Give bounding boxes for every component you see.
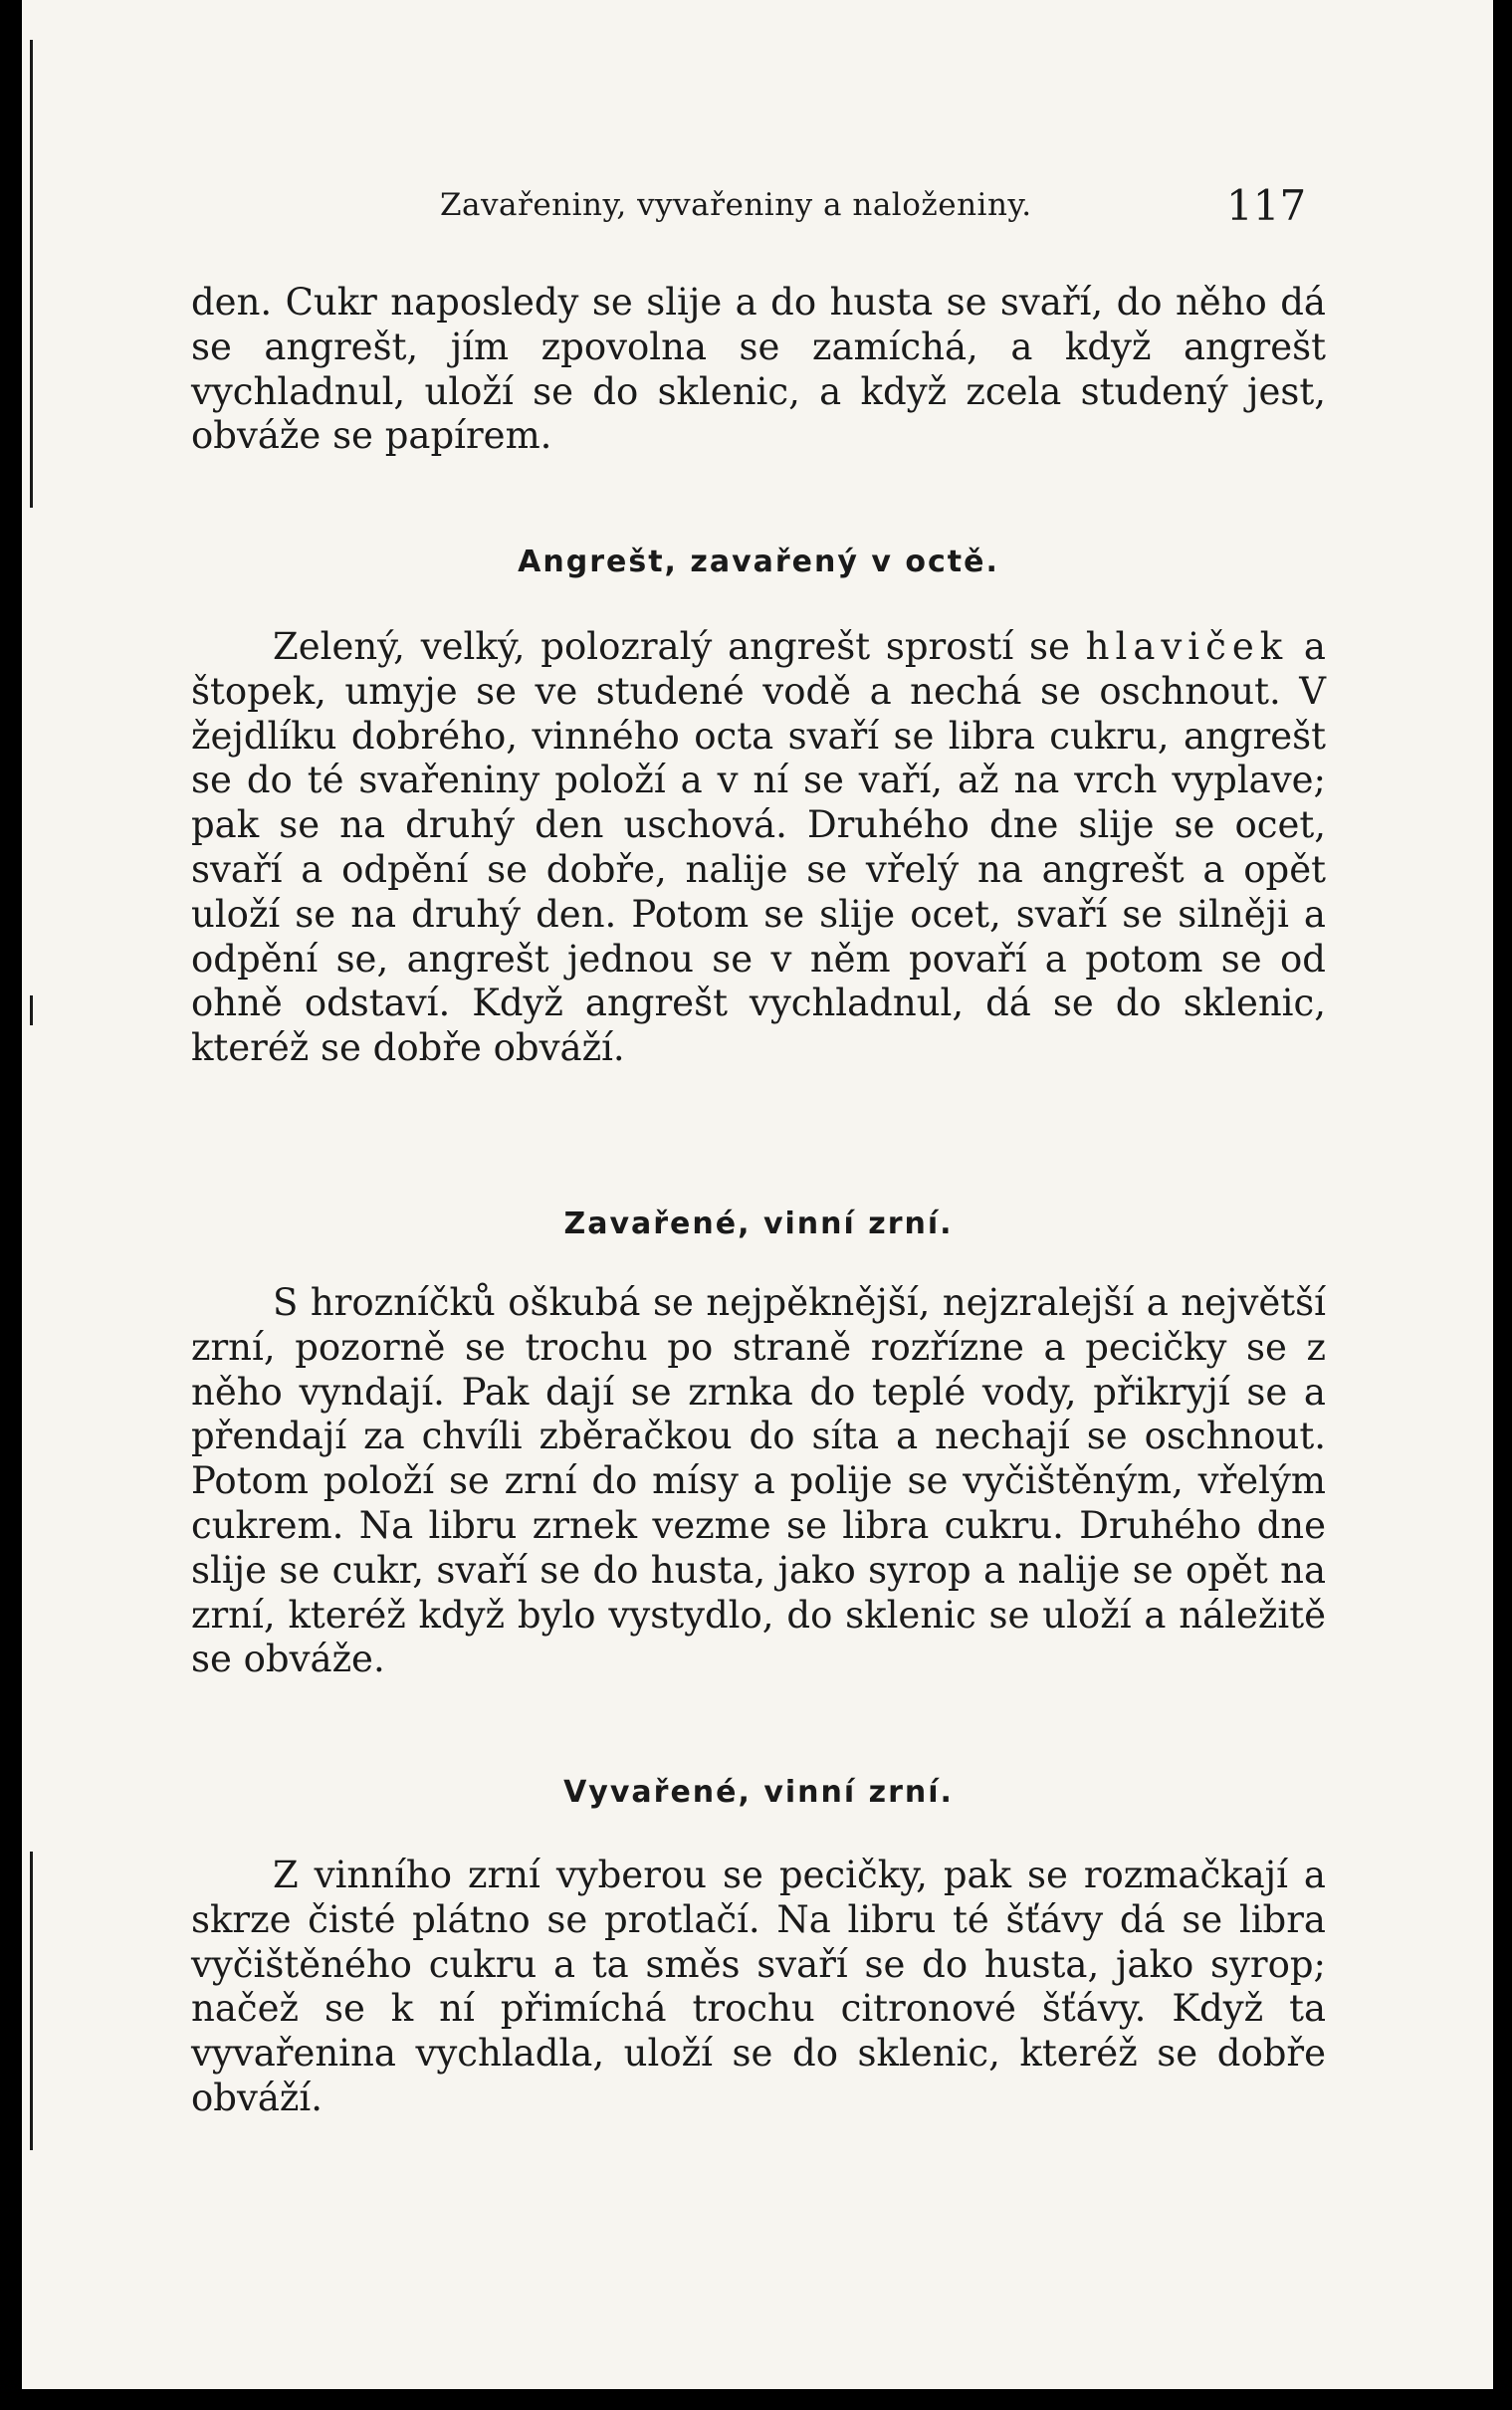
- continuation-paragraph: den. Cukr naposledy se slije a do husta se svaří, do něho dá se angrešt, jím zpovolna se zamíchá, a když angrešt vychladnul, uloží se do sklenic, a když zcela studený jest, obváže se papírem.: [191, 281, 1326, 458]
- page-edge-mark: [30, 40, 33, 508]
- book-page: [22, 0, 1493, 2389]
- page-edge-mark: [30, 995, 33, 1025]
- section-paragraph: Z vinního zrní vyberou se pecičky, pak se rozmačkají a skrze čisté plátno se protlačí. Na libru té šťávy dá se libra vyčištěného cukru a ta směs svaří se do husta, jako syrop; načež se k ní přimíchá trochu citronové šťávy. Když ta vyvařenina vychladla, uloží se do sklenic, kteréž se dobře obváží.: [191, 1854, 1326, 2119]
- paragraph-text: a štopek, umyje se ve studené vodě a nechá se oschnout. V žejdlíku dobrého, vinného octa svaří se libra cukru, angrešt se do té svařeniny položí a v ní se vaří, až na vrch vyplave; pak se na druhý den uschová. Druhého dne slije se ocet, svaří a odpění se dobře, nalije se vřelý na angrešt a opět uloží se na druhý den. Potom se slije ocet, svaří se silněji a odpění se, angrešt jednou se v něm povaří a potom se od ohně odstaví. Když angrešt vychladnul, dá se do sklenic, kteréž se dobře obváží.: [191, 625, 1326, 1070]
- running-title: Zavařeniny, vyvařeniny a naloženiny.: [440, 187, 1032, 223]
- spaced-word: hlaviček: [1085, 625, 1289, 668]
- section-paragraph: S hrozníčků oškubá se nejpěknější, nejzralejší a největší zrní, pozorně se trochu po straně rozřízne a pecičky se z něho vyndají. Pak dají se zrnka do teplé vody, přikryjí se a přendají za chvíli zběračkou do síta a nechají se oschnout. Potom položí se zrní do mísy a polije se vyčištěným, vřelým cukrem. Na libru zrnek vezme se libra cukru. Druhého dne slije se cukr, svaří se do husta, jako syrop a nalije se opět na zrní, kteréž když bylo vystydlo, do sklenic se uloží a náležitě se obváže.: [191, 1281, 1326, 1681]
- section-heading: Zavařené, vinní zrní.: [563, 1206, 954, 1241]
- section-paragraph: [191, 625, 1326, 1071]
- section-heading: Vyvařené, vinní zrní.: [563, 1775, 954, 1810]
- paragraph-text: Zelený, velký, polozralý angrešt sprostí se: [273, 625, 1086, 668]
- section-heading: Angrešt, zavařený v octě.: [518, 545, 999, 579]
- page-number: 117: [1226, 181, 1307, 230]
- page-edge-mark: [30, 1852, 33, 2150]
